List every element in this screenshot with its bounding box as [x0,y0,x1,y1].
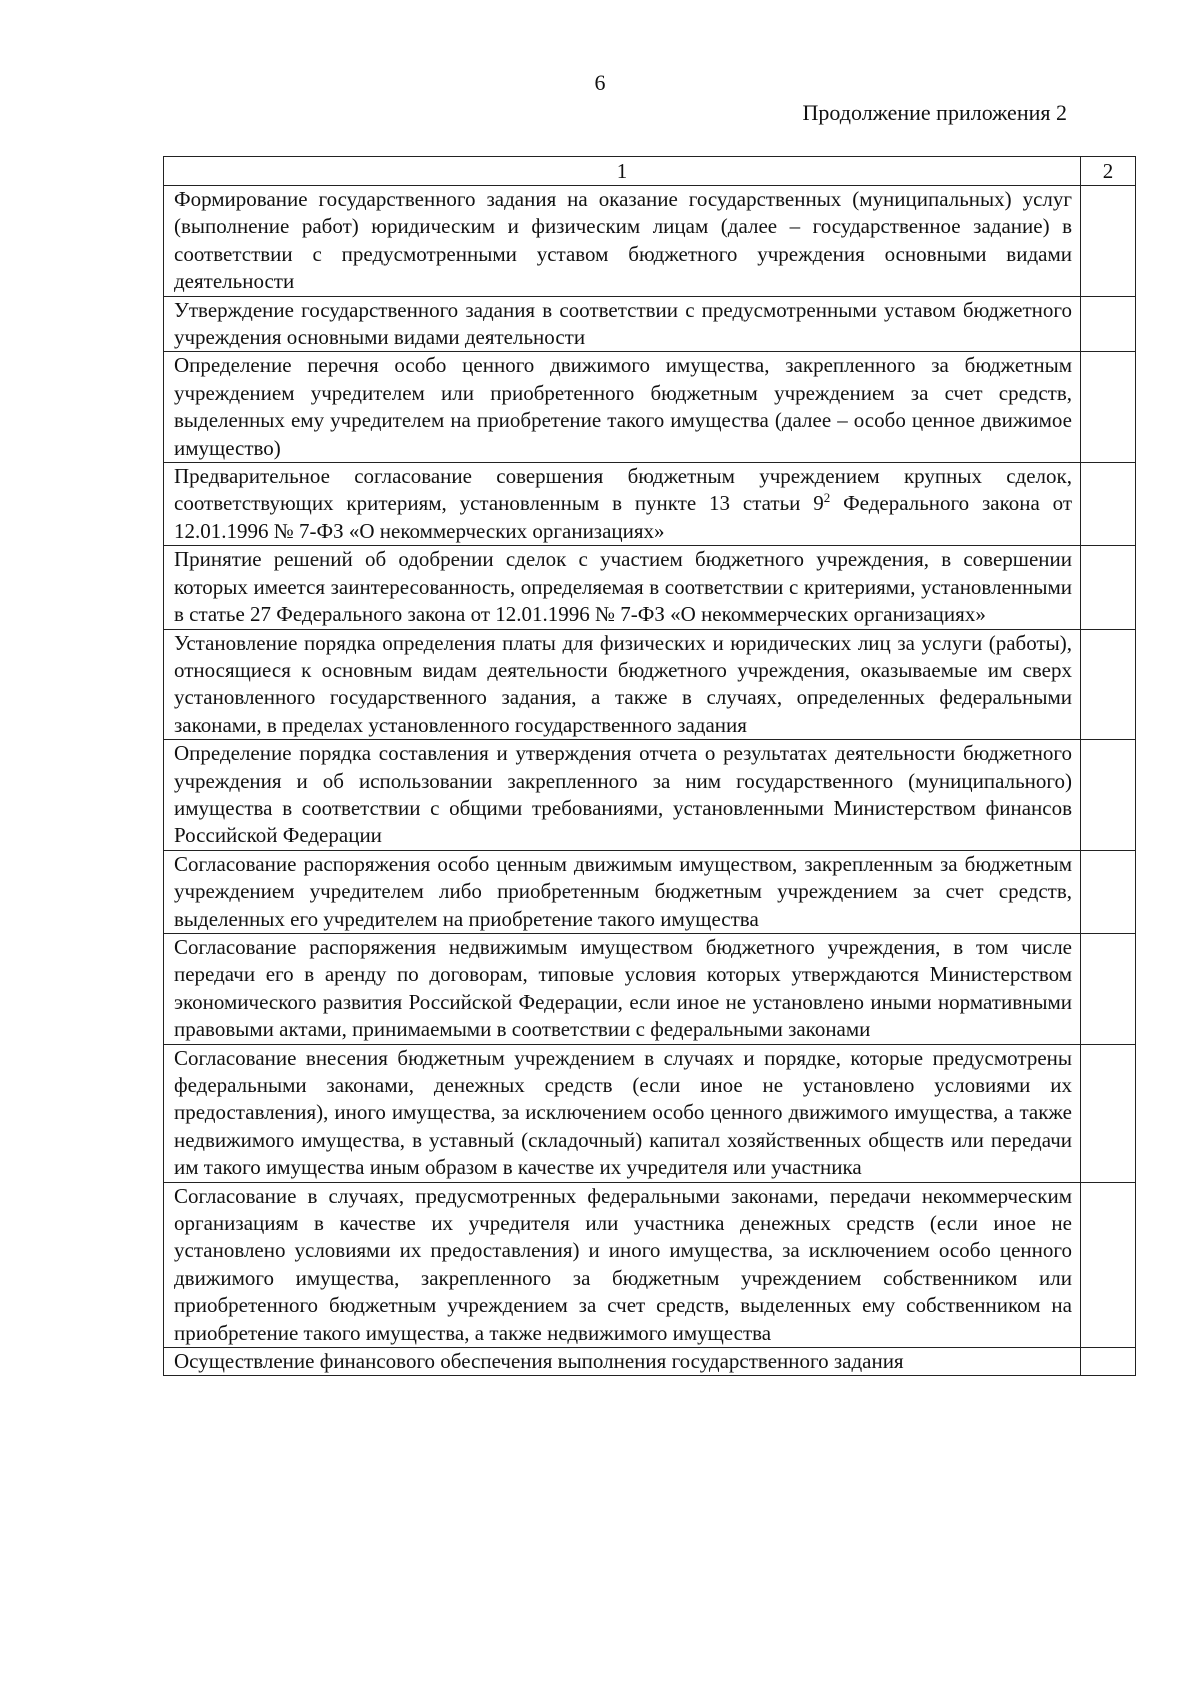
row-text-part: Предварительное согласование совершения бюджетным учреждением крупных сделок, соответствующих критериям, установленным в пункте 13 статьи 9 [174,464,1072,516]
row-text: Согласование распоряжения особо ценным движимым имуществом, закрепленным за бюджетным учреждением учредителем либо приобретенным бюджетным учреждением за счет средств, выделенных его учредителем на приобретение такого имущества [164,850,1081,933]
table-row [164,933,1136,1044]
column-header-1: 1 [164,157,1081,186]
table-row [164,850,1136,933]
row-mark [1081,296,1136,352]
row-mark [1081,1044,1136,1182]
row-mark [1081,546,1136,629]
row-text: Определение порядка составления и утверждения отчета о результатах деятельности бюджетного учреждения и об использовании закрепленного за ним государственного (муниципального) имущества в соответствии с общими требованиями, установленными Министерством финансов Российской Федерации [164,740,1081,851]
table-row [164,1182,1136,1347]
row-text: Согласование внесения бюджетным учреждением в случаях и порядке, которые предусмотрены федеральными законами, денежных средств (если иное не установлено условиями их предоставления), иного имущества, за исключением особо ценного движимого имущества, а также недвижимого имущества, в уставный (складочный) капитал хозяйственных обществ или передачи им такого имущества иным образом в качестве их учредителя или участника [164,1044,1081,1182]
table-row [164,463,1136,546]
page-number: 6 [594,70,606,95]
table-row [164,186,1136,297]
row-text: Формирование государственного задания на оказание государственных (муниципальных) услуг (выполнение работ) юридическим и физическим лицам (далее – государственное задание) в соответствии с предусмотренными уставом бюджетного учреждения основными видами деятельности [164,186,1081,297]
row-mark [1081,186,1136,297]
row-mark [1081,463,1136,546]
row-mark [1081,1348,1136,1376]
table-row [164,1044,1136,1182]
row-text: Принятие решений об одобрении сделок с участием бюджетного учреждения, в совершении которых имеется заинтересованность, определяемая в соответствии с критериями, установленными в статье 27 Федерального закона от 12.01.1996 № 7-ФЗ «О некоммерческих организациях» [164,546,1081,629]
row-text: Согласование распоряжения недвижимым имуществом бюджетного учреждения, в том числе передачи его в аренду по договорам, типовые условия которых утверждаются Министерством экономического развития Российской Федерации, если иное не установлено иными нормативными правовыми актами, принимаемыми в соответствии с федеральными законами [164,933,1081,1044]
row-mark [1081,933,1136,1044]
row-mark [1081,352,1136,463]
table-row [164,629,1136,740]
table-row [164,296,1136,352]
row-mark [1081,629,1136,740]
row-mark [1081,1182,1136,1347]
row-mark [1081,850,1136,933]
appendix-continuation-label: Продолжение приложения 2 [802,100,1067,125]
table-row [164,546,1136,629]
row-text: Согласование в случаях, предусмотренных федеральными законами, передачи некоммерческим организациям в качестве их учредителя или участника денежных средств (если иное не установлено условиями их предоставления) и иного имущества, за исключением особо ценного движимого имущества, закрепленного за бюджетным учреждением собственником или приобретенного бюджетным учреждением за счет средств, выделенных ему собственником на приобретение такого имущества, а также недвижимого имущества [164,1182,1081,1347]
row-text: Определение перечня особо ценного движимого имущества, закрепленного за бюджетным учреждением учредителем или приобретенного бюджетным учреждением за счет средств, выделенных ему учредителем на приобретение такого имущества (далее – особо ценное движимое имущество) [164,352,1081,463]
table-header-row [164,157,1136,186]
column-header-2: 2 [1081,157,1136,186]
table-row [164,352,1136,463]
table-row [164,1348,1136,1376]
powers-table [163,156,1136,1376]
article-superscript: 2 [823,490,831,506]
row-text: Установление порядка определения платы для физических и юридических лиц за услуги (работы), относящиеся к основным видам деятельности бюджетного учреждения, оказываемые им сверх установленного государственного задания, а также в случаях, определенных федеральными законами, в пределах установленного государственного задания [164,629,1081,740]
row-text [164,463,1081,546]
table-row [164,740,1136,851]
row-text-part: Федерального закона от 12.01.1996 № 7-ФЗ «О некоммерческих организациях» [174,491,1072,543]
row-text: Осуществление финансового обеспечения выполнения государственного задания [164,1348,1081,1376]
row-text: Утверждение государственного задания в соответствии с предусмотренными уставом бюджетного учреждения основными видами деятельности [164,296,1081,352]
row-mark [1081,740,1136,851]
